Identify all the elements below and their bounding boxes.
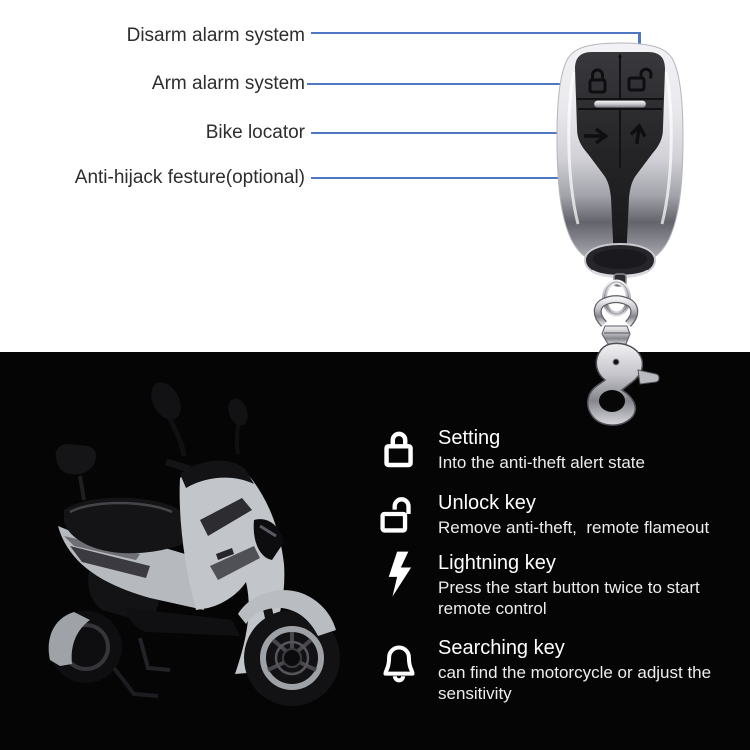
callout-label-antihijack: Anti-hijack festure(optional) [74,167,305,188]
remote-control [550,40,690,430]
center-stand [140,638,170,670]
clasp-opening [599,390,625,412]
swivel-barrel [602,326,630,344]
feature-desc: can find the motorcycle or adjust the sensitivity [438,663,716,703]
clasp-trigger [638,370,659,384]
feature-item-unlock [380,491,720,538]
scooter-illustration [30,370,350,720]
feature-item-lightning [380,551,720,619]
backrest [56,444,96,475]
lock-open-icon [380,491,418,537]
callout-label-locator: Bike locator [205,122,305,143]
kickstand [114,668,158,696]
callout-label-arm: Arm alarm system [151,73,305,94]
handlebar [166,462,190,469]
lightning-icon [380,551,418,599]
feature-title: Searching key [438,637,565,659]
feature-title: Unlock key [438,492,536,514]
feature-list [380,426,720,704]
bell-icon [380,636,418,686]
left-mirror [145,377,187,425]
floorboard [126,608,240,636]
remote-divider-bar [594,101,646,108]
lock-closed-icon [380,426,418,472]
callout-label-disarm: Disarm alarm system [126,25,305,46]
feature-desc: Press the start button twice to start remote control [438,578,705,618]
feature-item-setting [380,426,720,473]
callout-line [311,32,640,34]
feature-desc: Into the anti-theft alert state [438,453,645,472]
lobster-clasp [588,343,643,425]
feature-title: Setting [438,427,501,449]
feature-item-searching [380,636,720,704]
right-mirror [225,396,251,428]
feature-title: Lightning key [438,552,556,574]
feature-desc: Remove anti-theft, remote flameout [438,518,710,537]
scooter-photo [30,370,350,720]
